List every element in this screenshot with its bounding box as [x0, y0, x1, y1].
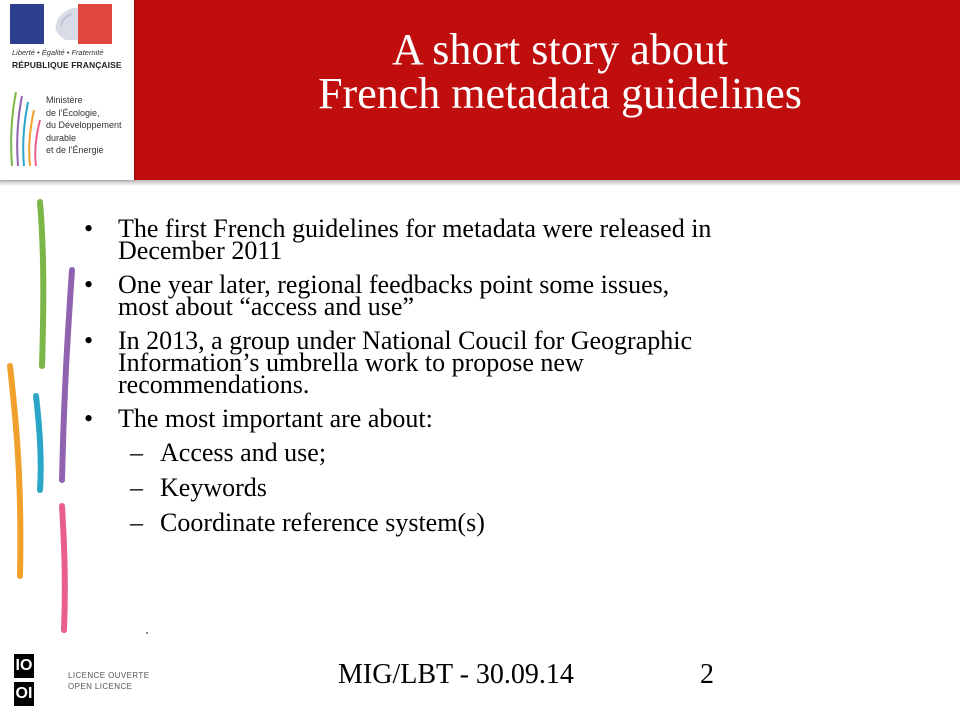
- bullet-text: The most important are about:: [118, 404, 433, 433]
- footer-text: MIG/LBT - 30.09.14: [338, 659, 574, 690]
- sub-bullet-text: Coordinate reference system(s): [160, 508, 485, 537]
- stripe-purple: [62, 270, 72, 480]
- bullet-mark: •: [84, 404, 94, 433]
- bullet-text: One year later, regional feedbacks point some issues,: [118, 270, 670, 299]
- open-licence-badge: [12, 652, 162, 708]
- ministry-stripes-icon: [6, 88, 46, 168]
- sub-bullet-mark: –: [130, 473, 143, 502]
- bullet-item: [82, 214, 862, 265]
- marianne-flag-icon: [10, 4, 112, 44]
- slide-title-line-2: French metadata guidelines: [318, 69, 802, 118]
- slide-title-line-1: A short story about: [391, 25, 729, 74]
- bullet-text-cont: December 2011: [118, 236, 283, 265]
- bullet-mark: •: [84, 214, 94, 243]
- marianne-profile-icon: [44, 4, 78, 44]
- ministry-line: et de l’Énergie: [46, 145, 104, 155]
- decorative-dot: [146, 632, 148, 634]
- decorative-stripes-icon: [0, 190, 90, 640]
- sub-bullet-item: [82, 438, 862, 467]
- ministry-line: du Développement: [46, 120, 122, 130]
- sub-bullet-item: [82, 473, 862, 502]
- sub-bullet-text: Keywords: [160, 473, 267, 502]
- ministry-line: Ministère: [46, 95, 83, 105]
- bullet-text: In 2013, a group under National Coucil for Geographic: [118, 326, 693, 355]
- bullet-text-cont: Information’s umbrella work to propose new: [118, 348, 584, 377]
- bullet-text: The first French guidelines for metadata were released in: [118, 214, 712, 243]
- stripe-cyan: [36, 396, 41, 490]
- licence-line-2: OPEN LICENCE: [68, 682, 133, 691]
- licence-cell-top: IO: [14, 654, 34, 678]
- ministry-line: de l’Écologie,: [46, 107, 100, 118]
- marianne-logo-block: [0, 0, 134, 80]
- bullet-mark: •: [84, 270, 94, 299]
- republic-motto: Liberté • Égalité • Fraternité: [12, 48, 104, 57]
- bullet-item: [82, 326, 862, 399]
- republic-name: RÉPUBLIQUE FRANÇAISE: [12, 60, 122, 70]
- bullet-text-cont: most about “access and use”: [118, 292, 415, 321]
- licence-line-1: LICENCE OUVERTE: [68, 671, 150, 680]
- bullet-item: [82, 270, 862, 321]
- licence-text: [68, 670, 149, 692]
- stripe-green: [40, 202, 43, 366]
- sub-bullet-mark: –: [130, 438, 143, 467]
- slide-body: [82, 214, 862, 547]
- header-shadow: [0, 180, 960, 186]
- bullet-mark: •: [84, 326, 94, 355]
- stripe-pink: [62, 506, 65, 630]
- sub-bullet-mark: –: [130, 508, 143, 537]
- page-number: 2: [700, 659, 714, 690]
- licence-cell-bottom: OI: [14, 682, 34, 706]
- ministry-name: [46, 94, 122, 157]
- bullet-item: [82, 404, 862, 433]
- sub-bullet-item: [82, 508, 862, 537]
- government-logo: [0, 0, 134, 180]
- bullet-text-cont: recommendations.: [118, 370, 310, 399]
- slide-title: [160, 25, 960, 118]
- sub-bullet-text: Access and use;: [160, 438, 327, 467]
- open-licence-icon: [12, 652, 60, 708]
- stripe-orange: [10, 366, 20, 576]
- ministry-line: durable: [46, 132, 77, 143]
